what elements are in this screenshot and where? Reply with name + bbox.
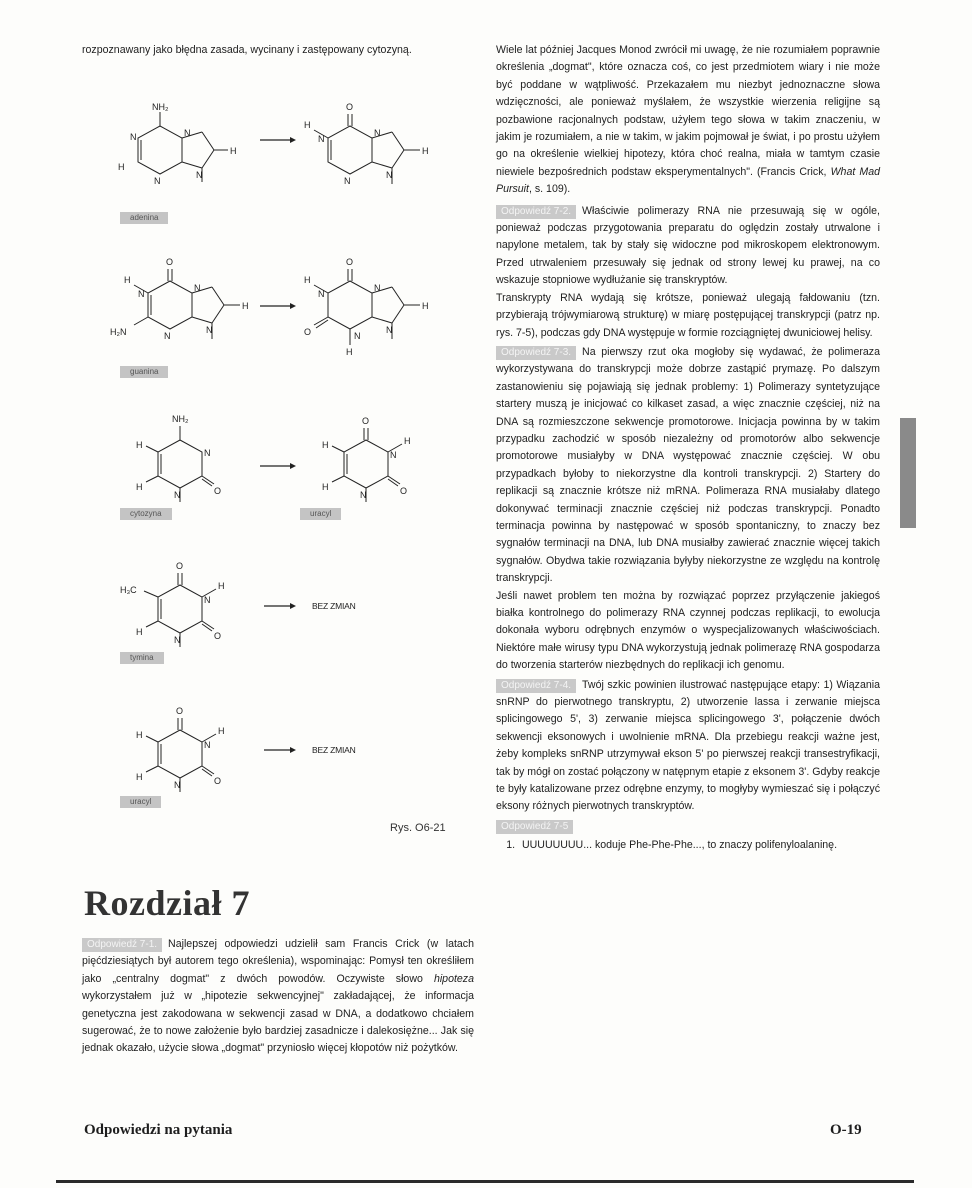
uracil-product-n1: N	[360, 490, 367, 500]
cytosine-n1: N	[174, 490, 181, 500]
label-cytosine: cytozyna	[120, 508, 172, 520]
answer-7-5	[496, 818, 880, 835]
uracil-product-svg	[316, 410, 446, 520]
hypoxanthine-structure	[300, 100, 440, 215]
answer-7-3-tag: Odpowiedź 7-3.	[496, 346, 576, 360]
uracil-product-h3: H	[404, 436, 411, 446]
label-adenine: adenina	[120, 212, 168, 224]
arrow-4	[262, 596, 382, 621]
answer-7-2-tag: Odpowiedź 7-2.	[496, 205, 576, 219]
uracil-h5: H	[136, 730, 143, 740]
label-uracil: uracyl	[120, 796, 161, 808]
guanine-h2n: H₂N	[110, 327, 127, 337]
guanine-n7: N	[194, 283, 201, 293]
adenine-nh2: NH₂	[152, 102, 169, 112]
thymine-h3c: H₃C	[120, 585, 137, 595]
cytosine-h5: H	[136, 440, 143, 450]
arrow-5	[262, 740, 382, 765]
answer-7-1-part1: Najlepszej odpowiedzi udzielił sam Francis Crick (w latach pięćdziesiątych był autorem tego określenia), wspominając: Pomysł ten określiłem jako „centralny dogmat" z dwóch powodów. Oczywiste słowo	[82, 938, 474, 985]
adenine-n1: N	[130, 132, 137, 142]
answer-7-1-tag: Odpowiedź 7-1.	[82, 938, 162, 952]
xanthine-h1: H	[304, 275, 311, 285]
thymine-h6: H	[136, 627, 143, 637]
guanine-svg	[110, 255, 250, 365]
xanthine-o6: O	[346, 257, 354, 267]
intro-text: rozpoznawany jako błędna zasada, wycinany i zastępowany cytozyną.	[82, 44, 412, 56]
answer-7-4-text: Twój szkic powinien ilustrować następujące etapy: 1) Wiązania snRNP do pierwotnego transkryptu, 2) utworzenie lassa i zerwanie miejsca splicingowego 5', 3) zerwanie miejsca splicingowego 3', połączenie dwóch sekwencji eksonowych i uwolnienie mRNA. Dla przebiegu reakcji ważne jest, żeby kompleks snRNP utrzymywał ekson 5' po pierwszej reakcji transestryfikacji, tak by mógł on zostać połączony w natępnym etapie z eksonem 3'. Gdyby reakcje te były katalizowane przez odrębne enzymy, to mogłyby wymieszać się i połączyć eksony różnych pierwotnych transkryptów.	[496, 678, 880, 813]
thymine-h3: H	[218, 581, 225, 591]
thymine-no-change: BEZ ZMIAN	[312, 601, 356, 611]
adenine-n7: N	[184, 128, 191, 138]
answer-7-2-text: Właściwie polimerazy RNA nie przesuwają się w ogóle, ponieważ podczas przygotowania preparatu do oględzin zostały utrwalone i napylone metalem, tak by stały się widoczne pod mikroskopem elektronowym. Przed utrwaleniem przesuwały się jednak od strony lewej ku prawej, na co wskazuje stopniowe wydłużanie się transkryptów.	[496, 204, 880, 287]
cytosine-h6: H	[136, 482, 143, 492]
answer-7-1-part2: wykorzystałem już w „hipotezie sekwencyjnej" zakładającej, że informacja genetyczna jest zakodowana w sekwencji zasad w DNA, a dodatkowo chciałem sugerować, że to nowe założenie było bardziej zasadnicze i dalekosiężne... Jak się jednak okazało, użycie słowa „dogmat" przyniosło więcej kłopotów niż pożytków.	[82, 990, 474, 1055]
cytosine-o: O	[214, 486, 222, 496]
cytosine-n3: N	[204, 448, 211, 458]
chapter-title: Rozdział 7	[84, 883, 250, 923]
xanthine-structure	[300, 255, 450, 380]
answer-7-2	[496, 203, 880, 290]
adenine-n3: N	[154, 176, 161, 186]
hypo-o: O	[346, 102, 354, 112]
arrow-3	[258, 456, 298, 481]
answer-7-4-tag: Odpowiedź 7-4.	[496, 679, 576, 693]
thymine-n3: N	[204, 595, 211, 605]
adenine-structure	[110, 100, 240, 205]
right-column	[496, 42, 880, 855]
hypo-n7: N	[374, 128, 381, 138]
uracil-product-o2: O	[400, 486, 408, 496]
thumb-index-tab	[900, 418, 916, 528]
footer-page-number: O-19	[830, 1122, 862, 1138]
thymine-svg	[118, 555, 248, 665]
guanine-n3: N	[164, 331, 171, 341]
adenine-h2: H	[118, 162, 125, 172]
answer-7-4	[496, 677, 880, 816]
adenine-n9: N	[196, 170, 203, 180]
crick-quote	[496, 42, 880, 199]
uracil-no-change: BEZ ZMIAN	[312, 745, 356, 755]
thymine-o4: O	[176, 561, 184, 571]
arrow-1	[258, 130, 298, 155]
guanine-h1: H	[124, 275, 131, 285]
xanthine-svg	[300, 255, 450, 375]
hypo-h8: H	[422, 146, 429, 156]
guanine-n9: N	[206, 325, 213, 335]
uracil-product-h5: H	[322, 440, 329, 450]
thymine-o2: O	[214, 631, 222, 641]
xanthine-n3: N	[354, 331, 361, 341]
answer-7-3	[496, 344, 880, 588]
crick-book-title: What Mad Pursuit	[496, 165, 880, 196]
label-guanine: guanina	[120, 366, 168, 378]
footer-section-title: Odpowiedzi na pytania	[84, 1122, 233, 1138]
answer-7-1	[82, 936, 474, 1058]
cytosine-svg	[120, 410, 240, 520]
label-thymine: tymina	[120, 652, 164, 664]
answer-7-3-text: Na pierwszy rzut oka mogłoby się wydawać, że polimeraza wykorzystywana do transkrypcji może dobrze zastąpić prymazę. Po dalszym zastanowieniu się pojawiają się jednak problemy: 1) Polimerazy syntetyzujące startery muszą je inicjować co kilkaset zasad, a więc znacznie częściej, niż na DNA są rozmieszczone sekwencje promotorowe. Inicjacja powinna by w takim przypadku zachodzić w sposób niezależny od promotorów albo sekwencje promotorowe musiałyby w DNA występować znacznie częściej. W obu przypadkach byłoby to niekorzystne dla kontroli transkrypcji. 2) Startery do replikacji są znacznie krótsze niż mRNA. Polimeraza RNA musiałaby dlatego dokonywać terminacji znacznie częściej niż podczas transkrypcji. Ponadto terminacja powinna by następować w sposób spontaniczny, to znaczy bez sygnałów terminacji na DNA, lub DNA musiałby zawierać znacznie więcej takich sygnałów. Obydwa takie rozwiązania byłyby niekorzystne ze względu na kontrolę transkrypcji.	[496, 345, 880, 585]
hypo-h1: H	[304, 120, 311, 130]
uracil-product-h6: H	[322, 482, 329, 492]
answer-7-5-list	[496, 837, 880, 854]
xanthine-n7: N	[374, 283, 381, 293]
adenine-svg	[110, 100, 240, 200]
uracil-product-o4: O	[362, 416, 370, 426]
xanthine-o2: O	[304, 327, 312, 337]
uracil-n1: N	[174, 780, 181, 790]
uracil-h3: H	[218, 726, 225, 736]
figure-caption: Rys. O6-21	[390, 822, 446, 834]
answer-7-2-text2: Transkrypty RNA wydają się krótsze, ponieważ ulegają fałdowaniu (tzn. przybierają trójwymiarową strukturę) w miarę postępującej transkrypcji (patrz np. rys. 7-5), podczas gdy DNA występuje w formie rozciągniętej dwuniciowej helisy.	[496, 291, 880, 339]
xanthine-h8: H	[422, 301, 429, 311]
hypo-n3: N	[344, 176, 351, 186]
hypo-n1: N	[318, 134, 325, 144]
arrow-2	[258, 296, 298, 321]
xanthine-n1: N	[318, 289, 325, 299]
thymine-n1: N	[174, 635, 181, 645]
crick-page: , s. 109).	[528, 183, 571, 196]
crick-quote-text: Wiele lat później Jacques Monod zwrócił mi uwagę, że nie rozumiałem poprawnie określenia „dogmat", które oznacza coś, co jest przedmiotem wiary i nie może być poddane w wątpliwość. Przekazałem mu niezbyt jednoznaczne słowa wdzięczności, ale ponieważ myślałem, że wszystkie wierzenia religijne są pozbawione racjonalnych podstaw, użyłem tego słowa w takim znaczeniu, w jakim je rozumiałem, a nie w takim, w jakim pojmował je świat, i po prostu użyłem go na określenie wielkiej hipotezy, która choć realna, miała w tamtym czasie niewiele bezpośrednich podstaw eksperymentalnych". (Francis Crick,	[496, 44, 880, 178]
answer-7-5-tag: Odpowiedź 7-5	[496, 820, 573, 834]
cytosine-nh2: NH₂	[172, 414, 189, 424]
adenine-h8: H	[230, 146, 237, 156]
guanine-structure	[110, 255, 250, 370]
answer-7-1-italic: hipoteza	[433, 972, 474, 985]
uracil-n3: N	[204, 740, 211, 750]
xanthine-h3: H	[346, 347, 353, 357]
hypo-n9: N	[386, 170, 393, 180]
guanine-o: O	[166, 257, 174, 267]
uracil-h6: H	[136, 772, 143, 782]
hypoxanthine-svg	[300, 100, 440, 210]
bottom-rule	[56, 1180, 914, 1183]
label-uracil-product: uracyl	[300, 508, 341, 520]
guanine-n1: N	[138, 289, 145, 299]
uracil-o2: O	[214, 776, 222, 786]
guanine-h8: H	[242, 301, 249, 311]
uracil-o4: O	[176, 706, 184, 716]
answer-7-5-item: 1. UUUUUUUU... koduje Phe-Phe-Phe..., to znaczy polifenyloalaninę.	[518, 837, 880, 854]
xanthine-n9: N	[386, 325, 393, 335]
answer-7-1-text	[82, 936, 474, 1058]
uracil-svg	[118, 700, 248, 810]
answer-7-3-text2: Jeśli nawet problem ten można by rozwiązać poprzez przyłączenie jakiegoś białka kontrolnego do polimerazy RNA czynnej podczas replikacji, to ewolucja dokonała wyboru odrębnych enzymów o wyspecjalizowanych właściwościach. Niektóre małe wirusy typu DNA wykorzystują jednak polimerazę RNA gospodarza do tworzenia starterów niezbędnych do replikacji ich genomu.	[496, 589, 880, 672]
left-column	[82, 42, 474, 59]
uracil-product-n3: N	[390, 450, 397, 460]
